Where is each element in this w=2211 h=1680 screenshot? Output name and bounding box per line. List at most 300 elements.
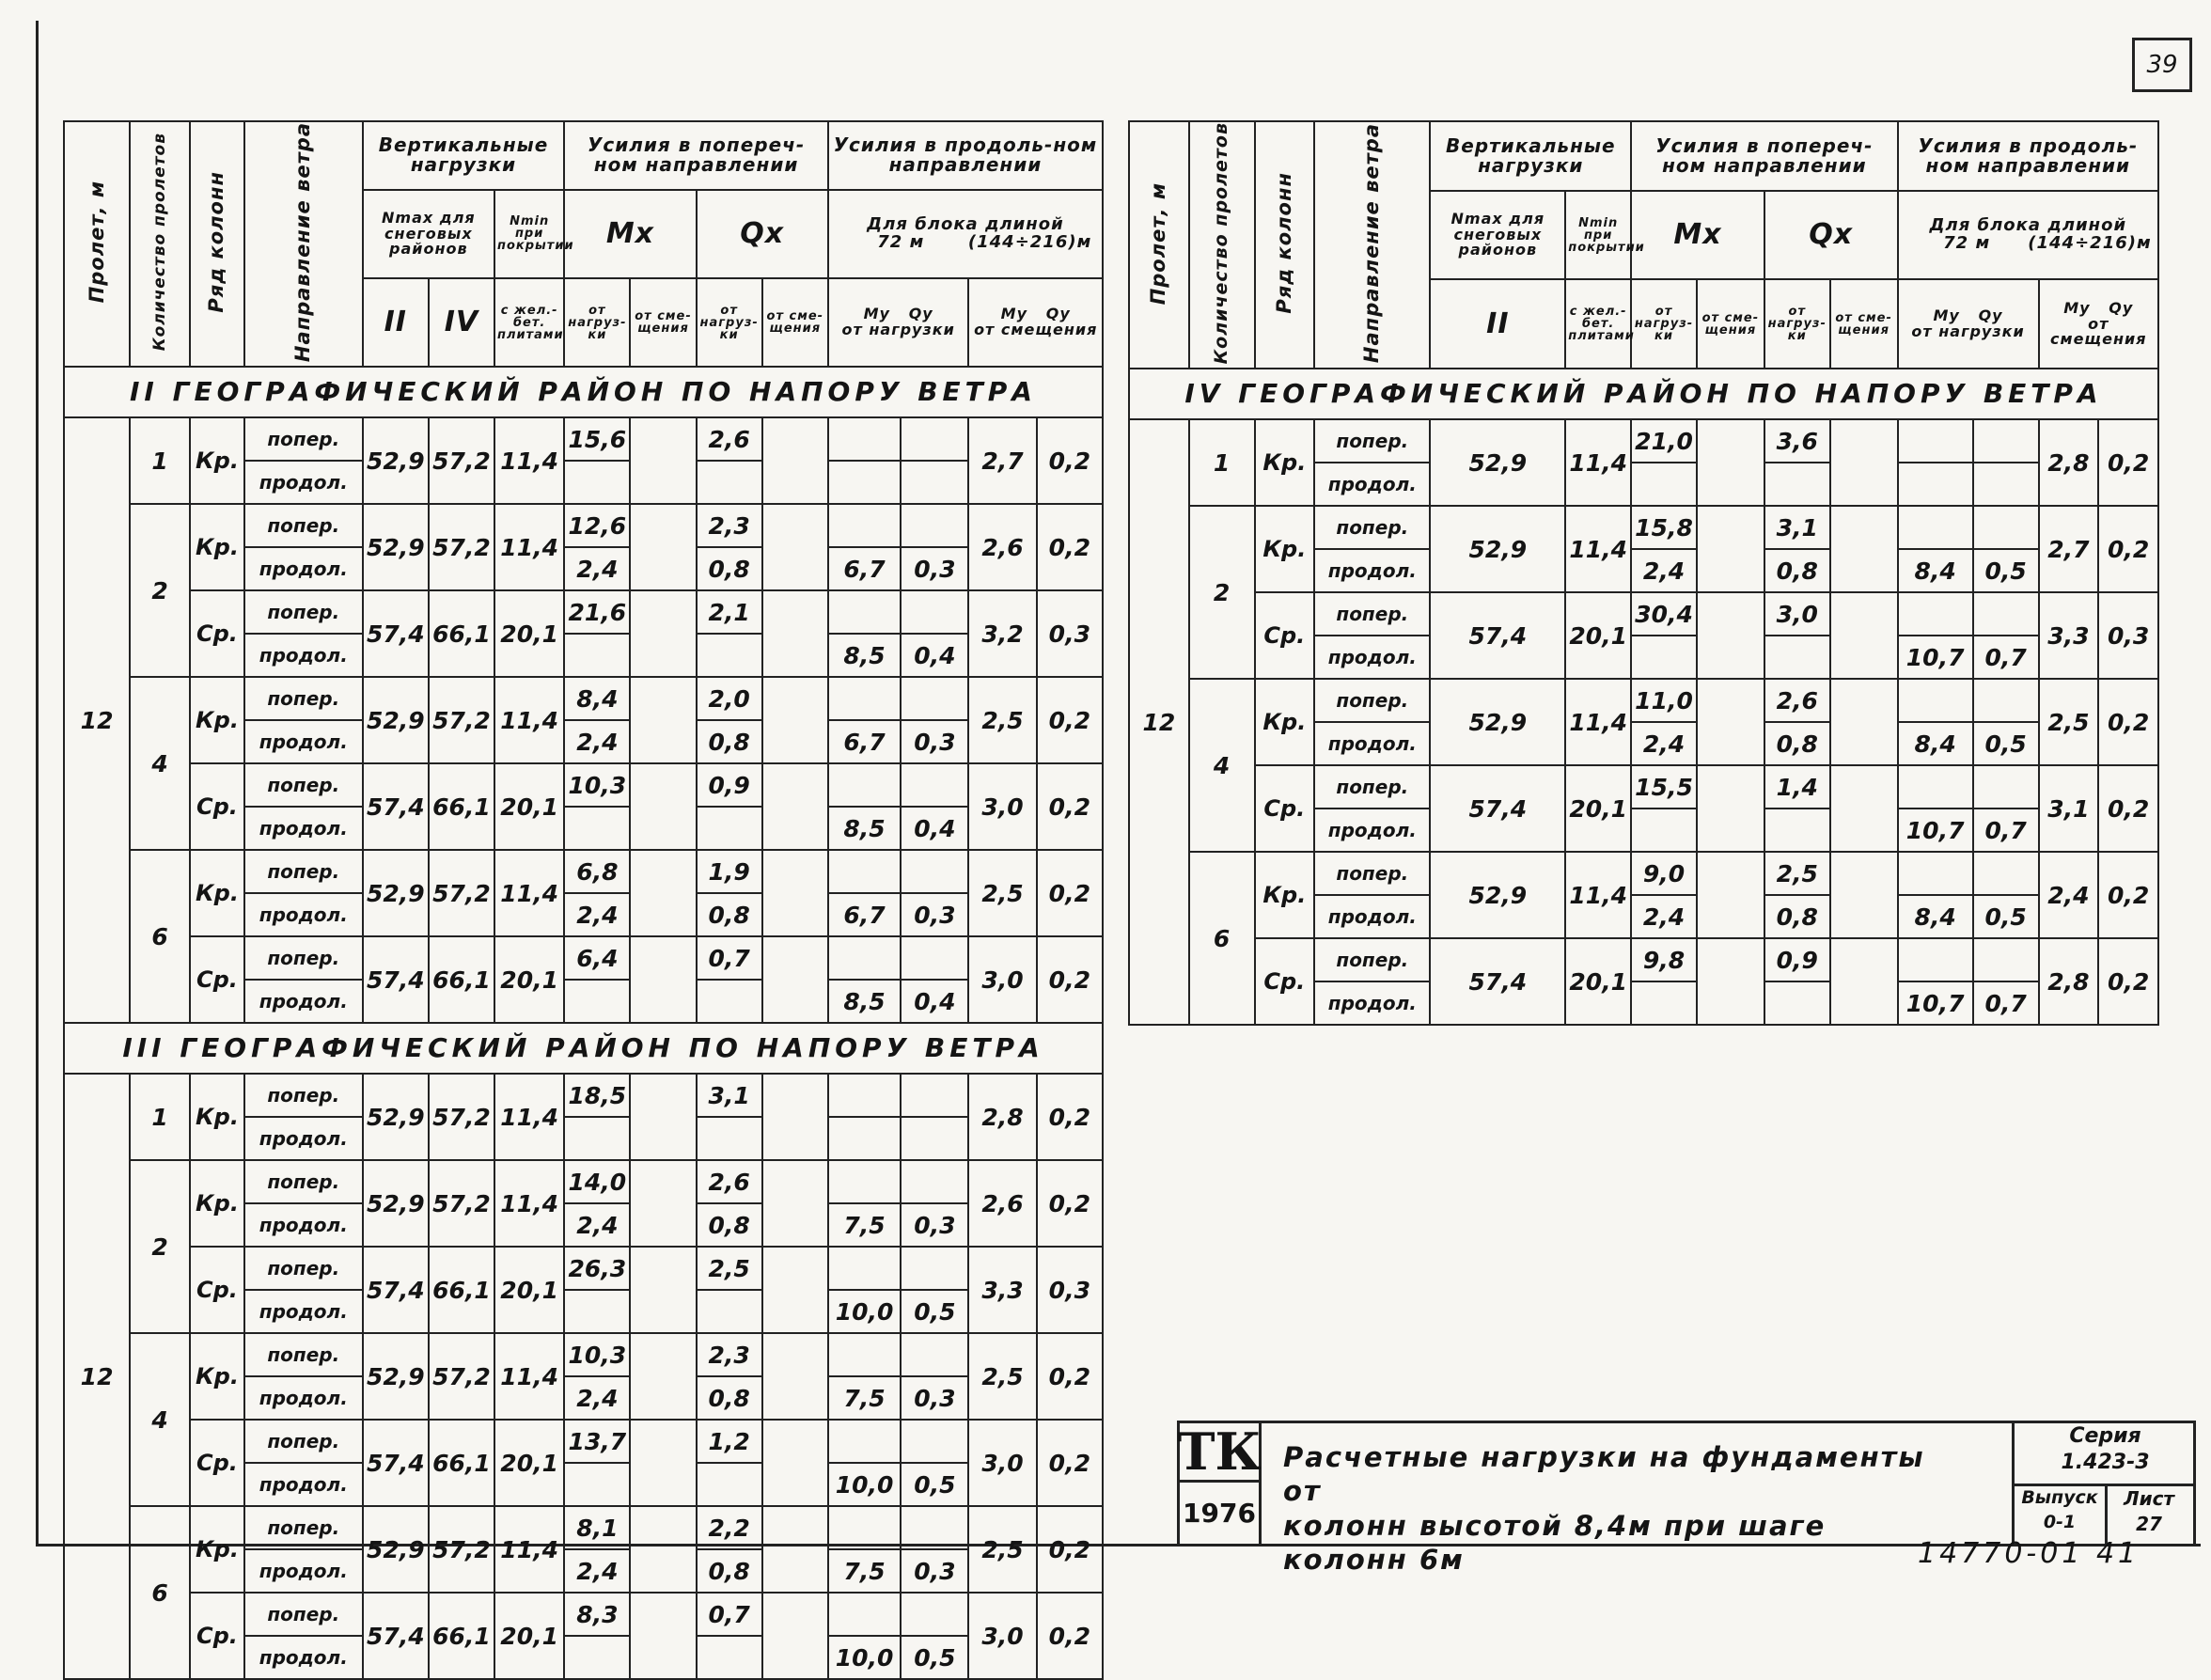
dir-prod: продол. (244, 1636, 363, 1679)
my144-cell: 3,1 (2039, 765, 2099, 852)
table-row (1129, 419, 2158, 463)
my72-top-cell (1898, 679, 1973, 722)
mx-shift-cell (630, 1420, 696, 1506)
table-row (64, 1247, 1103, 1290)
qx-load-cell: 3,1 (697, 1074, 762, 1117)
table-row (64, 1160, 1103, 1203)
qy72-top-cell (1973, 852, 2039, 895)
nmin-cell: 20,1 (494, 590, 564, 677)
mx-load-cell: 18,5 (564, 1074, 630, 1117)
qy144-cell: 0,2 (2098, 938, 2158, 1025)
mx-load-cell (564, 980, 630, 1023)
mx-load-cell: 2,4 (564, 893, 630, 936)
header-qx-shift: от сме-щения (762, 278, 828, 367)
header-count: Количество пролетов (1211, 122, 1232, 365)
dir-pop: попер. (244, 850, 363, 893)
nmax-ii-cell: 57,4 (363, 590, 429, 677)
mx-load-cell: 14,0 (564, 1160, 630, 1203)
table-row (1129, 852, 2158, 895)
nmax-iv-cell: 66,1 (429, 1247, 494, 1333)
qx-load-cell: 0,9 (1764, 938, 1830, 981)
qy72-top-cell (1973, 506, 2039, 549)
my72-top-cell (1898, 852, 1973, 895)
my144-cell: 3,0 (968, 1420, 1036, 1506)
archive-number: 14770-01 41 (1918, 1537, 2140, 1570)
qy144-cell: 0,2 (2098, 506, 2158, 592)
qy72-cell: 0,4 (901, 807, 968, 850)
count-cell: 1 (130, 1074, 190, 1160)
dir-prod: продол. (1314, 722, 1430, 765)
nmax-iv-cell: 57,2 (429, 850, 494, 936)
mx-shift-cell (630, 1506, 696, 1593)
mx-shift-cell (630, 590, 696, 677)
nmin-cell: 20,1 (494, 1247, 564, 1333)
header-mx: Mx (1631, 191, 1764, 280)
count-cell: 1 (130, 417, 190, 504)
mx-load-cell: 2,4 (1631, 549, 1697, 592)
header-qx: Qx (1764, 191, 1898, 280)
qy144-cell: 0,2 (1037, 936, 1103, 1023)
header-long: Усилия в продоль-ном направлении (828, 121, 1103, 190)
row-cell: Ср. (190, 590, 244, 677)
qx-load-cell: 0,8 (697, 1376, 762, 1420)
section-title-ii: II ГЕОГРАФИЧЕСКИЙ РАЙОН ПО НАПОРУ ВЕТРА (64, 367, 1103, 417)
qx-load-cell (697, 1117, 762, 1160)
left-region-ii (64, 367, 1103, 1023)
qx-load-cell: 2,1 (697, 590, 762, 634)
row-cell: Кр. (1255, 679, 1315, 765)
drawing-title-line-1: Расчетные нагрузки на фундаменты от (1283, 1441, 1925, 1508)
mx-shift-cell (630, 1593, 696, 1679)
my72-top-cell (828, 590, 901, 634)
my144-cell: 3,3 (2039, 592, 2099, 679)
mx-load-cell: 26,3 (564, 1247, 630, 1290)
qy144-cell: 0,2 (1037, 1160, 1103, 1247)
mx-shift-cell (630, 504, 696, 590)
dir-pop: попер. (1314, 765, 1430, 809)
table-row (64, 417, 1103, 461)
nmax-iv-cell: 66,1 (429, 1420, 494, 1506)
qy72-cell: 0,4 (901, 980, 968, 1023)
qy72-top-cell (901, 850, 968, 893)
my144-cell: 2,8 (2039, 419, 2099, 506)
qy144-cell: 0,2 (1037, 504, 1103, 590)
my72-cell (1898, 463, 1973, 506)
my72-top-cell (1898, 592, 1973, 636)
dir-prod: продол. (244, 893, 363, 936)
qx-shift-cell (1830, 765, 1898, 852)
my144-cell: 3,0 (968, 1593, 1036, 1679)
nmax-ii-cell: 52,9 (363, 677, 429, 763)
qy72-top-cell (901, 936, 968, 980)
dir-prod: продол. (1314, 809, 1430, 852)
dir-prod: продол. (244, 1549, 363, 1593)
nmax-iv-cell: 57,2 (429, 1074, 494, 1160)
count-cell: 4 (130, 1333, 190, 1506)
header-my-qy-shift: My Qy от смещения (968, 278, 1103, 367)
mx-load-cell: 15,6 (564, 417, 630, 461)
dir-pop: попер. (244, 1506, 363, 1549)
mx-shift-cell (1697, 852, 1764, 938)
my72-top-cell (1898, 419, 1973, 463)
tk-logo: ТК (1177, 1421, 1262, 1482)
qx-load-cell: 2,6 (697, 1160, 762, 1203)
my72-cell: 8,4 (1898, 722, 1973, 765)
my144-cell: 3,3 (968, 1247, 1036, 1333)
dir-pop: попер. (244, 417, 363, 461)
table-row (64, 677, 1103, 720)
nmax-ii-cell: 52,9 (363, 1506, 429, 1593)
nmin-cell: 11,4 (1565, 679, 1631, 765)
qy72-top-cell (901, 1247, 968, 1290)
mx-load-cell: 8,1 (564, 1506, 630, 1549)
mx-load-cell (564, 1290, 630, 1333)
my72-top-cell (828, 504, 901, 547)
mx-load-cell: 21,6 (564, 590, 630, 634)
qx-load-cell: 0,8 (697, 720, 762, 763)
header-snow2: II (363, 278, 429, 367)
qy72-cell: 0,3 (901, 1549, 968, 1593)
row-cell: Кр. (190, 417, 244, 504)
mx-load-cell: 9,0 (1631, 852, 1697, 895)
nmax-ii-cell: 52,9 (1430, 852, 1565, 938)
my72-cell (828, 461, 901, 504)
nmax-ii-cell: 57,4 (1430, 592, 1565, 679)
dir-pop: попер. (1314, 419, 1430, 463)
qx-shift-cell (762, 1333, 828, 1420)
row-cell: Кр. (1255, 852, 1315, 938)
header-span: Пролет, м (85, 181, 108, 304)
my144-cell: 2,8 (968, 1074, 1036, 1160)
qx-shift-cell (762, 590, 828, 677)
qy72-top-cell (901, 763, 968, 807)
qx-shift-cell (762, 1074, 828, 1160)
nmax-ii-cell: 52,9 (363, 504, 429, 590)
my144-cell: 2,6 (968, 1160, 1036, 1247)
mx-shift-cell (630, 936, 696, 1023)
dir-pop: попер. (244, 1247, 363, 1290)
count-cell: 2 (1189, 506, 1255, 679)
qy72-cell: 0,7 (1973, 636, 2039, 679)
my72-cell: 10,0 (828, 1290, 901, 1333)
count-cell: 6 (1189, 852, 1255, 1025)
mx-load-cell (564, 1463, 630, 1506)
qx-load-cell (697, 1290, 762, 1333)
qx-shift-cell (1830, 852, 1898, 938)
table-row (64, 1420, 1103, 1463)
dir-prod: продол. (244, 1376, 363, 1420)
header-row: Ряд колонн (1272, 172, 1295, 315)
header-block: Для блока длиной 72 м (144÷216)м (1898, 191, 2158, 280)
row-cell: Кр. (190, 1506, 244, 1593)
dir-pop: попер. (244, 763, 363, 807)
qx-load-cell: 3,1 (1764, 506, 1830, 549)
dir-prod: продол. (244, 720, 363, 763)
my144-cell: 2,5 (968, 850, 1036, 936)
my72-cell: 7,5 (828, 1549, 901, 1593)
dir-pop: попер. (244, 504, 363, 547)
my72-cell: 8,5 (828, 634, 901, 677)
qy72-cell: 0,3 (901, 1376, 968, 1420)
qy72-cell: 0,3 (901, 547, 968, 590)
qx-load-cell: 2,6 (1764, 679, 1830, 722)
mx-shift-cell (630, 850, 696, 936)
nmax-iv-cell: 66,1 (429, 763, 494, 850)
header-qx-load: от нагруз-ки (697, 278, 762, 367)
nmin-cell: 11,4 (494, 1506, 564, 1593)
mx-load-cell: 2,4 (564, 547, 630, 590)
my144-cell: 3,0 (968, 763, 1036, 850)
header-snow4: IV (429, 278, 494, 367)
qx-load-cell (1764, 981, 1830, 1025)
my72-cell: 6,7 (828, 720, 901, 763)
table-row (64, 936, 1103, 980)
header-my-qy-load: My Qy от нагрузки (1898, 279, 2039, 369)
table-row (1129, 592, 2158, 636)
row-cell: Ср. (1255, 592, 1315, 679)
nmax-iv-cell: 57,2 (429, 504, 494, 590)
dir-pop: попер. (1314, 852, 1430, 895)
dir-prod: продол. (244, 1290, 363, 1333)
nmax-ii-cell: 52,9 (363, 850, 429, 936)
stamp-year: 1976 (1180, 1483, 1262, 1544)
table-row (64, 590, 1103, 634)
row-cell: Кр. (190, 1160, 244, 1247)
qy72-top-cell (1973, 679, 2039, 722)
my72-top-cell (1898, 938, 1973, 981)
qx-load-cell (697, 1636, 762, 1679)
qy144-cell: 0,2 (1037, 677, 1103, 763)
qx-load-cell: 1,2 (697, 1420, 762, 1463)
nmax-ii-cell: 57,4 (1430, 765, 1565, 852)
qx-shift-cell (1830, 679, 1898, 765)
qy72-top-cell (901, 1074, 968, 1117)
dir-prod: продол. (244, 634, 363, 677)
qy72-top-cell (901, 1333, 968, 1376)
table-row (1129, 938, 2158, 981)
mx-load-cell: 9,8 (1631, 938, 1697, 981)
row-cell: Кр. (190, 1333, 244, 1420)
my72-cell: 6,7 (828, 547, 901, 590)
row-cell: Ср. (190, 1593, 244, 1679)
mx-load-cell (1631, 463, 1697, 506)
qy72-cell (1973, 463, 2039, 506)
my72-top-cell (828, 417, 901, 461)
my72-cell: 7,5 (828, 1376, 901, 1420)
qx-load-cell: 3,0 (1764, 592, 1830, 636)
my72-top-cell (828, 1420, 901, 1463)
my144-cell: 2,7 (2039, 506, 2099, 592)
qx-load-cell: 0,8 (697, 547, 762, 590)
table-row (64, 1074, 1103, 1117)
header-nmin: Nmin при покрытии (1565, 191, 1631, 280)
sheet-value: 27 (2136, 1513, 2162, 1535)
qy144-cell: 0,3 (2098, 592, 2158, 679)
mx-shift-cell (630, 1333, 696, 1420)
qx-load-cell (1764, 636, 1830, 679)
table-row (1129, 506, 2158, 549)
qx-load-cell (697, 634, 762, 677)
nmax-iv-cell: 57,2 (429, 677, 494, 763)
table-row (64, 504, 1103, 547)
nmin-cell: 20,1 (1565, 765, 1631, 852)
my72-cell: 6,7 (828, 893, 901, 936)
nmax-ii-cell: 57,4 (363, 936, 429, 1023)
qx-shift-cell (762, 1593, 828, 1679)
dir-prod: продол. (244, 1203, 363, 1247)
mx-load-cell: 2,4 (564, 1549, 630, 1593)
mx-load-cell: 8,4 (564, 677, 630, 720)
header-row: Ряд колонн (205, 171, 228, 313)
qx-load-cell: 0,8 (697, 1549, 762, 1593)
qy144-cell: 0,2 (2098, 679, 2158, 765)
my72-top-cell (828, 763, 901, 807)
series-value: 1.423-3 (2061, 1450, 2150, 1474)
nmax-ii-cell: 57,4 (363, 1420, 429, 1506)
mx-load-cell: 15,5 (1631, 765, 1697, 809)
qx-load-cell: 0,8 (697, 893, 762, 936)
header-qx-load: от нагруз-ки (1764, 279, 1830, 369)
mx-load-cell: 13,7 (564, 1420, 630, 1463)
qy144-cell: 0,2 (1037, 1506, 1103, 1593)
span-cell: 12 (64, 1074, 130, 1679)
mx-load-cell (564, 807, 630, 850)
mx-load-cell: 2,4 (564, 1203, 630, 1247)
nmin-cell: 20,1 (494, 1420, 564, 1506)
qx-shift-cell (762, 850, 828, 936)
section-title-iii: III ГЕОГРАФИЧЕСКИЙ РАЙОН ПО НАПОРУ ВЕТРА (64, 1023, 1103, 1074)
header-mx-shift: от сме-щения (1697, 279, 1764, 369)
issue-value: 0-1 (2043, 1511, 2077, 1532)
count-cell: 4 (130, 677, 190, 850)
dir-prod: продол. (1314, 895, 1430, 938)
dir-prod: продол. (244, 547, 363, 590)
nmax-ii-cell: 52,9 (363, 1333, 429, 1420)
header-span: Пролет, м (1147, 181, 1170, 305)
my144-cell: 2,5 (2039, 679, 2099, 765)
qx-load-cell (697, 980, 762, 1023)
header-block: Для блока длиной 72 м (144÷216)м (828, 190, 1103, 278)
my144-cell: 2,7 (968, 417, 1036, 504)
mx-load-cell: 6,4 (564, 936, 630, 980)
left-load-table (63, 120, 1104, 1680)
my72-top-cell (828, 677, 901, 720)
my72-cell: 8,4 (1898, 895, 1973, 938)
qy72-cell: 0,7 (1973, 981, 2039, 1025)
my72-top-cell (828, 1593, 901, 1636)
nmax-ii-cell: 52,9 (1430, 679, 1565, 765)
my72-top-cell (828, 1160, 901, 1203)
qy72-top-cell (901, 1506, 968, 1549)
right-region-iv (1129, 369, 2158, 1025)
mx-load-cell: 15,8 (1631, 506, 1697, 549)
series-cell (2012, 1423, 2196, 1486)
dir-prod: продол. (1314, 549, 1430, 592)
qy72-top-cell (901, 417, 968, 461)
qx-load-cell: 1,4 (1764, 765, 1830, 809)
header-long: Усилия в продоль-ном направлении (1898, 121, 2158, 191)
qx-shift-cell (762, 677, 828, 763)
header-qx: Qx (697, 190, 828, 278)
dir-pop: попер. (244, 1333, 363, 1376)
table-row (1129, 765, 2158, 809)
dir-prod: продол. (1314, 463, 1430, 506)
row-cell: Ср. (190, 936, 244, 1023)
qy144-cell: 0,2 (2098, 852, 2158, 938)
qx-load-cell (1764, 463, 1830, 506)
count-cell: 6 (130, 1506, 190, 1679)
qy144-cell: 0,2 (1037, 850, 1103, 936)
my144-cell: 3,0 (968, 936, 1036, 1023)
qx-shift-cell (1830, 592, 1898, 679)
qy72-top-cell (1973, 419, 2039, 463)
qx-load-cell: 0,8 (1764, 549, 1830, 592)
qy72-cell: 0,7 (1973, 809, 2039, 852)
count-cell: 2 (130, 504, 190, 677)
nmin-cell: 11,4 (494, 1074, 564, 1160)
qy144-cell: 0,2 (1037, 1333, 1103, 1420)
nmin-cell: 11,4 (1565, 852, 1631, 938)
issue-cell (2012, 1486, 2108, 1544)
row-cell: Ср. (1255, 938, 1315, 1025)
nmin-cell: 20,1 (494, 763, 564, 850)
nmax-iv-cell: 66,1 (429, 1593, 494, 1679)
row-cell: Кр. (1255, 419, 1315, 506)
dir-pop: попер. (1314, 592, 1430, 636)
page-number: 39 (2132, 38, 2192, 92)
qx-load-cell: 2,3 (697, 1333, 762, 1376)
qx-load-cell: 2,5 (697, 1247, 762, 1290)
nmax-ii-cell: 57,4 (363, 1247, 429, 1333)
my72-cell: 10,7 (1898, 981, 1973, 1025)
header-trans: Усилия в попереч-ном направлении (564, 121, 828, 190)
my72-cell (828, 1117, 901, 1160)
mx-load-cell: 21,0 (1631, 419, 1697, 463)
count-cell: 6 (130, 850, 190, 1023)
my72-cell: 10,7 (1898, 636, 1973, 679)
header-snow2: II (1430, 279, 1565, 369)
qy72-cell: 0,5 (1973, 895, 2039, 938)
row-cell: Ср. (190, 1420, 244, 1506)
nmax-iv-cell: 66,1 (429, 936, 494, 1023)
nmax-iv-cell: 57,2 (429, 1506, 494, 1593)
nmin-cell: 11,4 (1565, 419, 1631, 506)
header-nmin: Nmin при покрытии (494, 190, 564, 278)
qy144-cell: 0,2 (1037, 1593, 1103, 1679)
qy72-top-cell (901, 1420, 968, 1463)
qx-load-cell (697, 461, 762, 504)
header-count: Количество пролетов (149, 133, 169, 352)
mx-load-cell: 2,4 (564, 1376, 630, 1420)
qy72-cell: 0,4 (901, 634, 968, 677)
my72-top-cell (828, 1506, 901, 1549)
header-nmin-sub: с жел.-бет. плитами (494, 278, 564, 367)
qx-shift-cell (762, 1420, 828, 1506)
row-cell: Ср. (1255, 765, 1315, 852)
mx-load-cell: 2,4 (1631, 895, 1697, 938)
my144-cell: 3,2 (968, 590, 1036, 677)
dir-prod: продол. (244, 1463, 363, 1506)
nmax-ii-cell: 57,4 (363, 1593, 429, 1679)
qx-load-cell (1764, 809, 1830, 852)
dir-prod: продол. (1314, 981, 1430, 1025)
qx-load-cell: 1,9 (697, 850, 762, 893)
header-mx-load: от нагруз-ки (564, 278, 630, 367)
sheet-label: Лист (2123, 1487, 2175, 1510)
header-qx-shift: от сме-щения (1830, 279, 1898, 369)
mx-load-cell (1631, 981, 1697, 1025)
table-row (64, 1506, 1103, 1549)
